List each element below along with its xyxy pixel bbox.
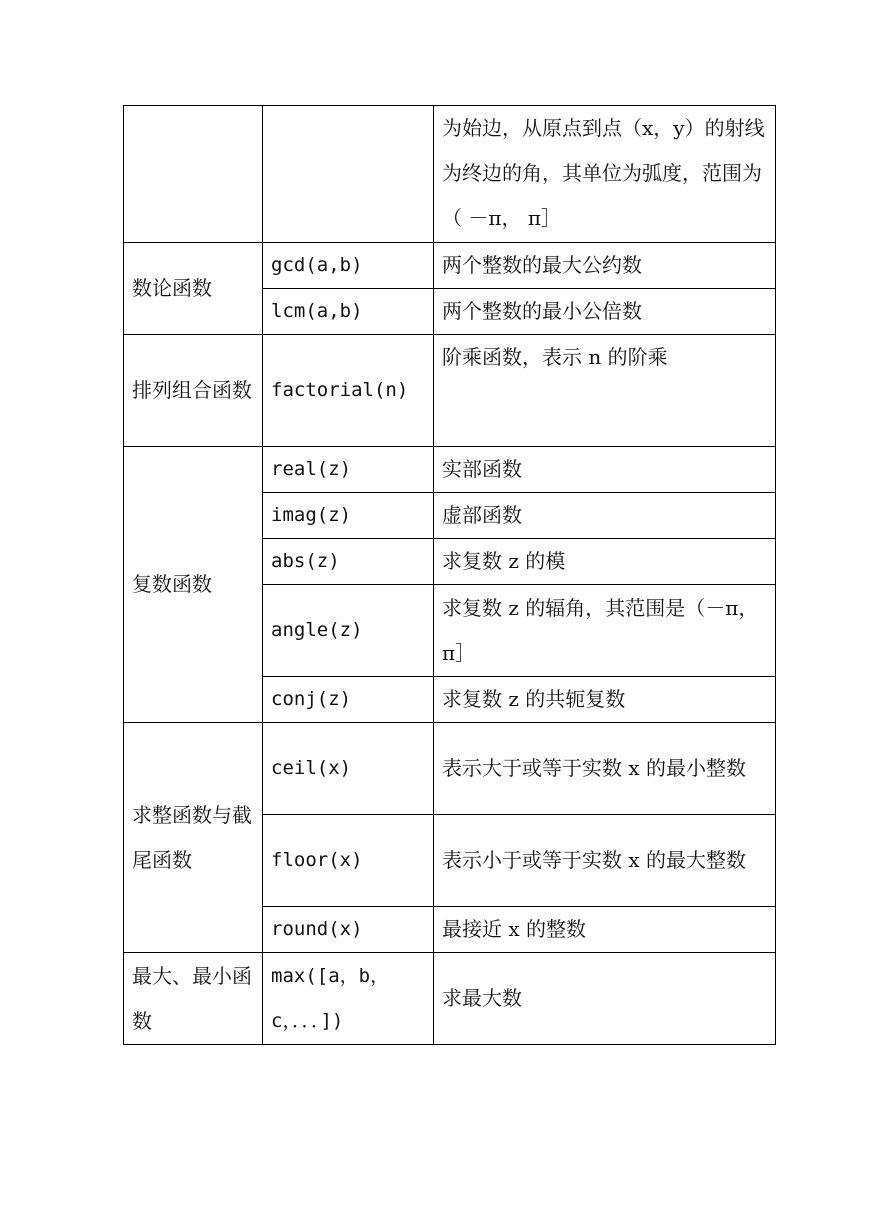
description-cell: 最接近 x 的整数 [434, 907, 776, 953]
description-cell: 求最大数 [434, 953, 776, 1045]
table-row [124, 335, 776, 447]
function-cell: ceil(x) [263, 723, 434, 815]
table-row [124, 953, 776, 1045]
table-row [124, 106, 776, 243]
table-row [124, 723, 776, 815]
description-cell: 求复数 z 的模 [434, 539, 776, 585]
category-cell: 求整函数与截尾函数 [124, 723, 263, 953]
function-cell: angle(z) [263, 585, 434, 677]
category-cell [124, 106, 263, 243]
description-cell: 求复数 z 的辐角，其范围是（－π， π］ [434, 585, 776, 677]
function-cell [263, 106, 434, 243]
description-cell: 阶乘函数，表示 n 的阶乘 [434, 335, 776, 447]
function-cell: imag(z) [263, 493, 434, 539]
description-cell: 表示小于或等于实数 x 的最大整数 [434, 815, 776, 907]
function-cell: real(z) [263, 447, 434, 493]
category-cell: 最大、最小函数 [124, 953, 263, 1045]
description-cell: 虚部函数 [434, 493, 776, 539]
function-cell: floor(x) [263, 815, 434, 907]
function-table [123, 105, 776, 1045]
function-cell: lcm(a,b) [263, 289, 434, 335]
category-cell: 排列组合函数 [124, 335, 263, 447]
function-cell: max([a，b，c，．．．]) [263, 953, 434, 1045]
function-cell: conj(z) [263, 677, 434, 723]
function-cell: factorial(n) [263, 335, 434, 447]
description-cell: 求复数 z 的共轭复数 [434, 677, 776, 723]
description-cell: 实部函数 [434, 447, 776, 493]
table-row [124, 447, 776, 493]
description-cell: 两个整数的最小公倍数 [434, 289, 776, 335]
table-row [124, 243, 776, 289]
category-cell: 数论函数 [124, 243, 263, 335]
function-cell: abs(z) [263, 539, 434, 585]
description-cell: 两个整数的最大公约数 [434, 243, 776, 289]
function-cell: round(x) [263, 907, 434, 953]
description-cell: 为始边，从原点到点（x，y）的射线为终边的角，其单位为弧度，范围为（ －π， π］ [434, 106, 776, 243]
function-cell: gcd(a,b) [263, 243, 434, 289]
category-cell: 复数函数 [124, 447, 263, 723]
description-cell: 表示大于或等于实数 x 的最小整数 [434, 723, 776, 815]
